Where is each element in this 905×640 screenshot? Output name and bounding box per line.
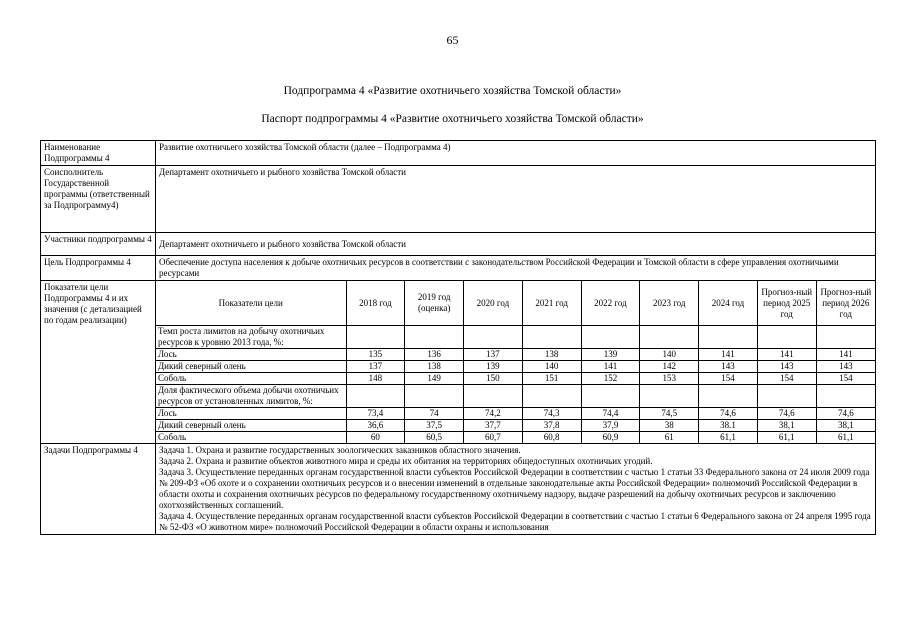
- indicator-value: 61,1: [699, 432, 758, 444]
- indicator-value: 143: [699, 361, 758, 373]
- indicator-header-cell: Прогноз-ный период 2025 год: [757, 281, 816, 326]
- row-label: Цель Подпрограммы 4: [41, 256, 156, 281]
- page-number: 65: [446, 33, 459, 47]
- task-item: Задача 4. Осуществление переданных органам государственной власти субъектов Российской Федерации в соответствии с частью 1 статьи 6 Федерального закона от 24 апреля 1995 года № 52-ФЗ «О животном мире» полномочий Российской Федерации в области охраны и использования: [159, 511, 871, 532]
- indicator-header-cell: 2022 год: [581, 281, 640, 326]
- indicator-empty-cell: [816, 385, 875, 408]
- indicator-value: 37,8: [522, 420, 581, 432]
- indicator-row: [156, 408, 875, 420]
- indicator-value: 38: [640, 420, 699, 432]
- row-tasks: [41, 444, 876, 535]
- subprogram-heading: Подпрограмма 4 «Развитие охотничьего хозяйства Томской области»: [283, 85, 622, 97]
- indicator-empty-cell: [405, 326, 464, 349]
- row-label: Участники подпрограммы 4: [41, 233, 156, 256]
- indicator-empty-cell: [522, 385, 581, 408]
- indicator-value: 152: [581, 373, 640, 385]
- indicator-header-cell: 2024 год: [699, 281, 758, 326]
- indicator-value: 61: [640, 432, 699, 444]
- indicator-value: 74,5: [640, 408, 699, 420]
- indicator-row: [156, 373, 875, 385]
- indicator-value: 36,6: [346, 420, 405, 432]
- indicator-empty-cell: [757, 326, 816, 349]
- row-label: Наименование Подпрограммы 4: [41, 141, 156, 166]
- indicator-empty-cell: [464, 326, 523, 349]
- indicator-value: 135: [346, 349, 405, 361]
- indicator-value: 60,8: [522, 432, 581, 444]
- indicator-value: 74,6: [699, 408, 758, 420]
- indicator-name: Соболь: [156, 432, 346, 444]
- indicator-empty-cell: [522, 326, 581, 349]
- indicator-value: 38,1: [816, 420, 875, 432]
- indicator-row: [156, 420, 875, 432]
- indicator-header-cell: 2020 год: [464, 281, 523, 326]
- indicator-name: Лось: [156, 408, 346, 420]
- indicator-group-title: Доля фактического объема добычи охотничьих ресурсов от установленных лимитов, %:: [156, 385, 346, 408]
- indicator-value: 74: [405, 408, 464, 420]
- row-indicators: [41, 281, 876, 444]
- tasks-cell: [156, 444, 876, 535]
- indicator-name: Соболь: [156, 373, 346, 385]
- indicator-empty-cell: [757, 385, 816, 408]
- indicator-value: 151: [522, 373, 581, 385]
- indicator-value: 37,5: [405, 420, 464, 432]
- row-goal: [41, 256, 876, 281]
- indicator-empty-cell: [581, 326, 640, 349]
- row-coexecutor: [41, 166, 876, 233]
- indicator-value: 37,9: [581, 420, 640, 432]
- indicator-header-cell: 2019 год (оценка): [405, 281, 464, 326]
- indicator-value: 140: [522, 361, 581, 373]
- indicator-value: 60,5: [405, 432, 464, 444]
- indicator-value: 138: [405, 361, 464, 373]
- indicator-value: 139: [581, 349, 640, 361]
- indicator-value: 150: [464, 373, 523, 385]
- indicator-group-title: Темп роста лимитов на добычу охотничьих ресурсов к уровню 2013 года, %:: [156, 326, 346, 349]
- indicator-empty-cell: [346, 326, 405, 349]
- indicator-empty-cell: [640, 326, 699, 349]
- indicator-name: Дикий северный олень: [156, 420, 346, 432]
- indicator-value: 143: [816, 361, 875, 373]
- indicator-value: 38,1: [757, 420, 816, 432]
- indicator-value: 141: [816, 349, 875, 361]
- row-label: Соисполнитель Государственной программы (ответственный за Подпрограмму4): [41, 166, 156, 233]
- indicator-value: 148: [346, 373, 405, 385]
- indicator-value: 142: [640, 361, 699, 373]
- indicator-value: 149: [405, 373, 464, 385]
- indicator-value: 141: [581, 361, 640, 373]
- indicator-group-row: [156, 326, 875, 349]
- indicator-empty-cell: [405, 385, 464, 408]
- indicator-value: 154: [816, 373, 875, 385]
- passport-table: [40, 140, 876, 535]
- indicator-value: 74,2: [464, 408, 523, 420]
- indicator-header-cell: Прогноз-ный период 2026 год: [816, 281, 875, 326]
- indicator-value: 74,6: [757, 408, 816, 420]
- indicator-value: 139: [464, 361, 523, 373]
- indicator-value: 37,7: [464, 420, 523, 432]
- indicator-empty-cell: [464, 385, 523, 408]
- indicator-value: 61,1: [757, 432, 816, 444]
- indicator-value: 137: [346, 361, 405, 373]
- row-label: Показатели цели Подпрограммы 4 и их значения (с детализацией по годам реализации): [41, 281, 156, 444]
- indicator-empty-cell: [581, 385, 640, 408]
- indicator-cell: [156, 281, 876, 444]
- indicator-value: 74,4: [581, 408, 640, 420]
- indicator-header-cell: Показатели цели: [156, 281, 346, 326]
- indicator-value: 154: [757, 373, 816, 385]
- indicator-value: 140: [640, 349, 699, 361]
- indicator-value: 136: [405, 349, 464, 361]
- indicator-value: 74,3: [522, 408, 581, 420]
- indicator-row: [156, 349, 875, 361]
- indicator-value: 38.1: [699, 420, 758, 432]
- indicator-name: Дикий северный олень: [156, 361, 346, 373]
- indicator-value: 73,4: [346, 408, 405, 420]
- indicator-empty-cell: [640, 385, 699, 408]
- row-participants: [41, 233, 876, 256]
- indicator-value: 154: [699, 373, 758, 385]
- indicator-value: 141: [757, 349, 816, 361]
- indicator-header-cell: 2023 год: [640, 281, 699, 326]
- indicator-name: Лось: [156, 349, 346, 361]
- indicator-header-cell: 2018 год: [346, 281, 405, 326]
- row-label: Задачи Подпрограммы 4: [41, 444, 156, 535]
- indicator-row: [156, 361, 875, 373]
- indicator-empty-cell: [699, 385, 758, 408]
- task-item: Задача 2. Охрана и развитие объектов животного мира и среды их обитания на территориях общедоступных охотничьих угодий.: [159, 456, 653, 466]
- indicator-header-row: [156, 281, 875, 326]
- passport-title: Паспорт подпрограммы 4 «Развитие охотничьего хозяйства Томской области»: [261, 113, 644, 125]
- indicator-empty-cell: [816, 326, 875, 349]
- indicator-header-cell: 2021 год: [522, 281, 581, 326]
- indicator-empty-cell: [699, 326, 758, 349]
- indicator-value: 153: [640, 373, 699, 385]
- indicator-row: [156, 432, 875, 444]
- indicator-value: 60: [346, 432, 405, 444]
- indicator-value: 137: [464, 349, 523, 361]
- indicator-value: 60,9: [581, 432, 640, 444]
- indicator-empty-cell: [346, 385, 405, 408]
- indicator-value: 141: [699, 349, 758, 361]
- row-value: Департамент охотничьего и рыбного хозяйства Томской области: [156, 233, 876, 256]
- indicator-value: 61,1: [816, 432, 875, 444]
- row-name: [41, 141, 876, 166]
- row-value: Обеспечение доступа населения к добыче охотничьих ресурсов в соответствии с законодательством Российской Федерации и Томской области в сфере управления охотничьими ресурсами: [156, 256, 876, 281]
- indicator-value: 60,7: [464, 432, 523, 444]
- indicator-value: 138: [522, 349, 581, 361]
- task-item: Задача 3. Осуществление переданных органам государственной власти субъектов Российской Федерации в соответствии с частью 1 статьи 33 Федерального закона от 24 июля 2009 года № 209-ФЗ «Об охоте и о сохранении охотничьих ресурсов и о внесении изменений в отдельные законодательные акты Российской Федерации» полномочий Российской Федерации в области охоты и сохранения охотничьих ресурсов по федеральному государственному охотничьему надзору, выдаче разрешений на добычу охотничьих ресурсов и заключению охотхозяйственных соглашений.: [159, 467, 870, 510]
- task-item: Задача 1. Охрана и развитие государственных зоологических заказников областного значения.: [159, 445, 521, 455]
- indicator-group-row: [156, 385, 875, 408]
- indicator-table: [156, 281, 875, 443]
- indicator-value: 74,6: [816, 408, 875, 420]
- row-value: Развитие охотничьего хозяйства Томской области (далее – Подпрограмма 4): [156, 141, 876, 166]
- row-value: Департамент охотничьего и рыбного хозяйства Томской области: [156, 166, 876, 233]
- indicator-value: 143: [757, 361, 816, 373]
